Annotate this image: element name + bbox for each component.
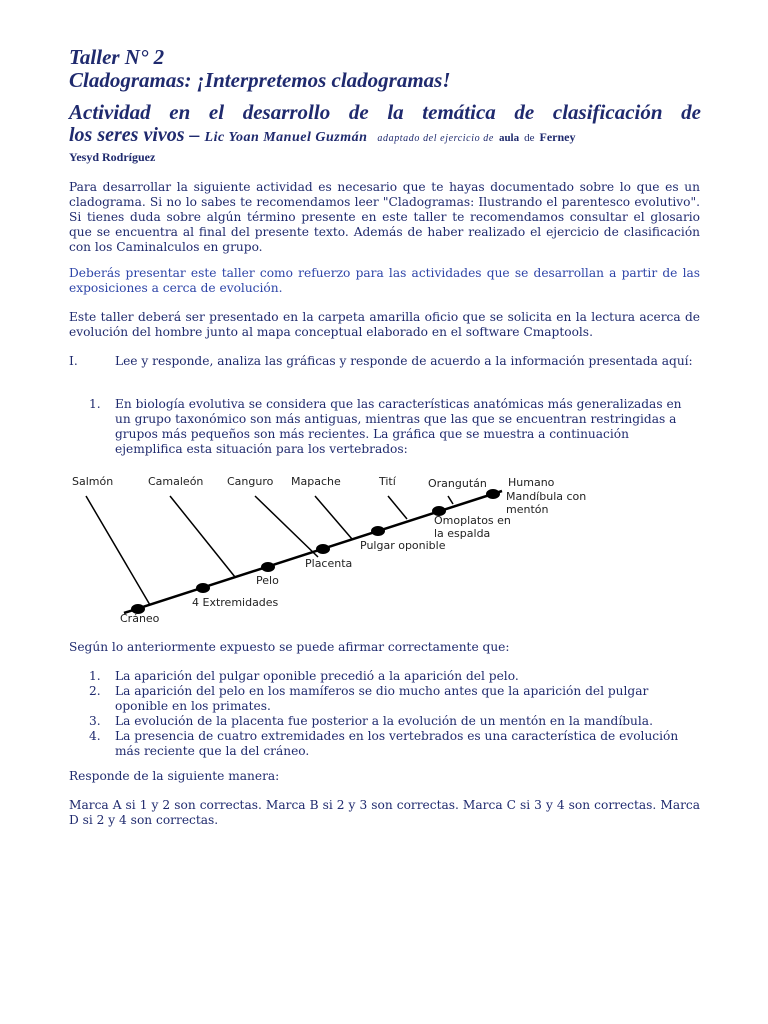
- taxon-humano: Humano: [508, 476, 555, 489]
- aula-word: aula: [498, 132, 520, 144]
- taxon-salmon: Salmón: [72, 475, 114, 488]
- option-text: La aparición del pelo en los mamíferos se dio mucho antes que la aparición del pulgar oponible en los primates.: [115, 684, 649, 713]
- option-4: [69, 729, 700, 759]
- node-mandibula: [486, 489, 500, 499]
- trait-mandibula-line2: mentón: [506, 503, 549, 516]
- trait-pulgar: Pulgar oponible: [360, 539, 446, 552]
- answer-key: Marca A si 1 y 2 son correctas. Marca B si 2 y 3 son correctas. Marca C si 3 y 4 son correctas. Marca D si 2 y 4 son correctas.: [69, 798, 700, 827]
- taxon-titi: Tití: [379, 475, 396, 488]
- intro-paragraph-2: Deberás presentar este taller como refuerzo para las actividades que se desarrollan a partir de las exposiciones a cerca de evolución.: [69, 266, 700, 295]
- trait-extremidades: 4 Extremidades: [192, 596, 279, 609]
- activity-title-line2: [69, 124, 701, 150]
- node-extremidades: [196, 583, 210, 593]
- section-instruction: Lee y responde, analiza las gráficas y responde de acuerdo a la información presentada aquí:: [115, 354, 693, 368]
- de-word: de: [524, 132, 535, 144]
- option-text: La presencia de cuatro extremidades en los vertebrados es una característica de evolución más reciente que la del cráneo.: [115, 729, 679, 758]
- intro-paragraph-1: Para desarrollar la siguiente actividad es necesario que te hayas documentado sobre lo que es un cladograma. Si no lo sabes te recomendamos leer "Cladogramas: Ilustrando el parentesco evolutivo". Si tienes duda sobre algún término presente en este taller te recomendamos consultar el glosario que se encuentra al final del presente texto. Además de haber realizado el ejercicio de clasificación con los Caminalculos en grupo.: [69, 180, 700, 254]
- option-number: 4.: [89, 729, 101, 743]
- question-item-1: [69, 397, 700, 457]
- option-number: 2.: [89, 684, 101, 698]
- adaptation-note: adaptado del ejercicio de: [377, 133, 494, 144]
- option-2: [69, 684, 700, 714]
- options-list: [69, 669, 700, 759]
- workshop-number: Taller N° 2: [69, 45, 165, 69]
- taxon-camaleon: Camaleón: [148, 475, 204, 488]
- trait-pelo: Pelo: [256, 574, 279, 587]
- option-number: 1.: [89, 669, 101, 683]
- author-name: Lic Yoan Manuel Guzmán: [204, 130, 368, 145]
- cladogram-diagram: [60, 470, 600, 630]
- trait-placenta: Placenta: [305, 557, 353, 570]
- intro-paragraph-3: Este taller deberá ser presentado en la carpeta amarilla oficio que se solicita en la lectura acerca de evolución del hombre junto al mapa conceptual elaborado en el software Cmaptools.: [69, 310, 700, 339]
- activity-title: Actividad en el desarrollo de la temática de clasificación de: [69, 100, 701, 124]
- option-3: [69, 714, 700, 729]
- node-placenta: [316, 544, 330, 554]
- option-text: La evolución de la placenta fue posterior a la evolución de un mentón en la mandíbula.: [115, 714, 653, 728]
- trait-omoplatos-line2: la espalda: [434, 527, 491, 540]
- node-pelo: [261, 562, 275, 572]
- question-intro: Según lo anteriormente expuesto se puede afirmar correctamente que:: [69, 640, 510, 654]
- answer-intro: Responde de la siguiente manera:: [69, 769, 280, 783]
- node-pulgar: [371, 526, 385, 536]
- section-numeral: I.: [69, 354, 78, 368]
- option-1: [69, 669, 700, 684]
- trait-omoplatos-line1: Omoplatos en: [434, 514, 511, 527]
- taxon-mapache: Mapache: [291, 475, 341, 488]
- coauthor-first-name: Ferney: [539, 130, 576, 144]
- item-number: 1.: [89, 397, 101, 411]
- trait-craneo: Cráneo: [120, 612, 160, 625]
- coauthor-last-name: Yesyd Rodríguez: [69, 150, 156, 164]
- option-text: La aparición del pulgar oponible precedió a la aparición del pelo.: [115, 669, 519, 683]
- taxon-canguro: Canguro: [227, 475, 274, 488]
- item-text: En biología evolutiva se considera que las características anatómicas más generalizadas en un grupo taxonómico son más antiguas, mientras que las que se encuentran restringidas a grupos más pequeños son más recientes. La gráfica que se muestra a continuación ejemplifica esta situación para los vertebrados:: [115, 397, 682, 456]
- workshop-subtitle: Cladogramas: ¡Interpretemos cladogramas!: [69, 68, 451, 92]
- document-header: [69, 46, 701, 165]
- option-number: 3.: [89, 714, 101, 728]
- taxon-orangutan: Orangután: [428, 477, 487, 490]
- trait-mandibula-line1: Mandíbula con: [506, 490, 587, 503]
- title-continuation: los seres vivos –: [69, 124, 205, 146]
